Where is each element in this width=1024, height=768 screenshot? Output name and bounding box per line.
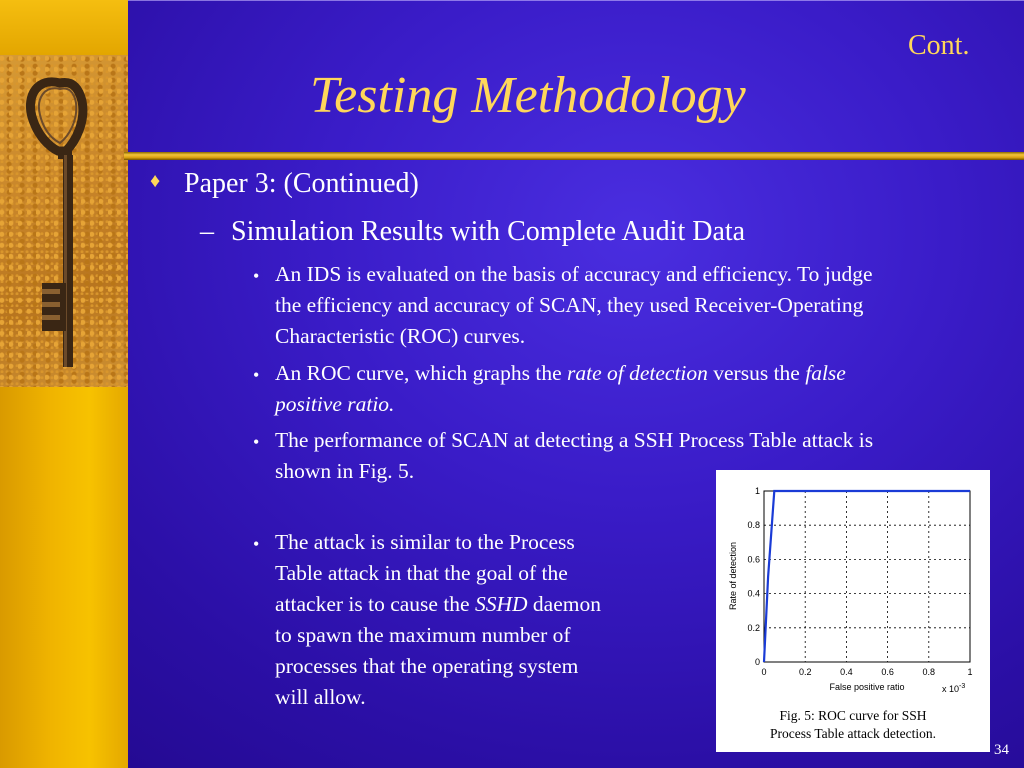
bullet-dot: •: [253, 365, 260, 385]
title-rule: [124, 152, 1024, 160]
bullet-4-line5: processes that the operating system: [275, 654, 579, 678]
slide-title: Testing Methodology: [310, 67, 746, 124]
y-tick-label: 0: [754, 657, 760, 667]
figure-caption-line1: Fig. 5: ROC curve for SSH: [779, 708, 927, 723]
x-multiplier: x $10^{-3}$: [942, 683, 966, 694]
x-tick-label: 0.2: [798, 667, 812, 677]
bullet-level2: Simulation Results with Complete Audit Data: [231, 216, 746, 247]
bullet-3-line2: shown in Fig. 5.: [275, 459, 415, 483]
y-tick-label: 0.6: [747, 554, 760, 565]
roc-figure: [716, 470, 990, 752]
bullet-dot: •: [253, 432, 260, 452]
bullet-1-line1: An IDS is evaluated on the basis of accuracy and efficiency. To judge: [275, 262, 873, 286]
chart-grid: [764, 491, 970, 662]
bullet-dot: •: [253, 534, 260, 554]
dash-marker: –: [200, 216, 214, 247]
page-number: 34: [994, 742, 1009, 758]
x-tick-label: 0.8: [922, 667, 936, 677]
y-tick-label: 1: [754, 486, 760, 496]
key-image: [0, 55, 128, 387]
x-tick-label: 0.6: [881, 667, 894, 677]
y-tick-label: 0.8: [747, 520, 760, 531]
bullet-2-line1: An ROC curve, which graphs the rate of detection versus the false: [275, 361, 846, 385]
roc-curve-line: [764, 491, 970, 662]
plot-frame: [764, 491, 970, 662]
x-tick-label: 0.4: [840, 667, 853, 677]
bullet-4-line1: The attack is similar to the Process: [275, 530, 575, 554]
bullet-1-line3: Characteristic (ROC) curves.: [275, 324, 526, 348]
figure-caption-line2: Process Table attack detection.: [770, 726, 936, 741]
x-tick-label: 0: [761, 667, 767, 677]
x-tick-label: 1: [967, 667, 973, 677]
bullet-4-line6: will allow.: [275, 685, 366, 709]
bullet-2-line2: positive ratio.: [275, 392, 395, 416]
bullet-1-line2: the efficiency and accuracy of SCAN, they used Receiver-Operating: [275, 293, 864, 317]
bullet-level1: Paper 3: (Continued): [184, 168, 419, 199]
top-border: [128, 0, 1024, 1]
series-marks: [764, 491, 970, 662]
y-tick-label: 0.4: [747, 588, 760, 599]
continued-label: Cont.: [908, 30, 970, 61]
bullet-4-line3: attacker is to cause the SSHD daemon: [275, 592, 601, 616]
key-icon: [0, 55, 128, 387]
y-axis-label: Rate of detection: [728, 541, 738, 611]
bullet-3-line1: The performance of SCAN at detecting a SSH Process Table attack is: [275, 428, 874, 452]
bullet-4-line4: to spawn the maximum number of: [275, 623, 571, 647]
y-tick-label: 0.2: [747, 622, 760, 633]
bullet-diamond-marker: ♦: [150, 170, 161, 192]
left-stripe-top: [0, 0, 128, 55]
x-axis-label: False positive ratio: [829, 682, 905, 692]
bullet-dot: •: [253, 266, 260, 286]
bullet-4-line2: Table attack in that the goal of the: [275, 561, 568, 585]
roc-chart: [716, 470, 990, 752]
tick-labels: [747, 486, 972, 677]
